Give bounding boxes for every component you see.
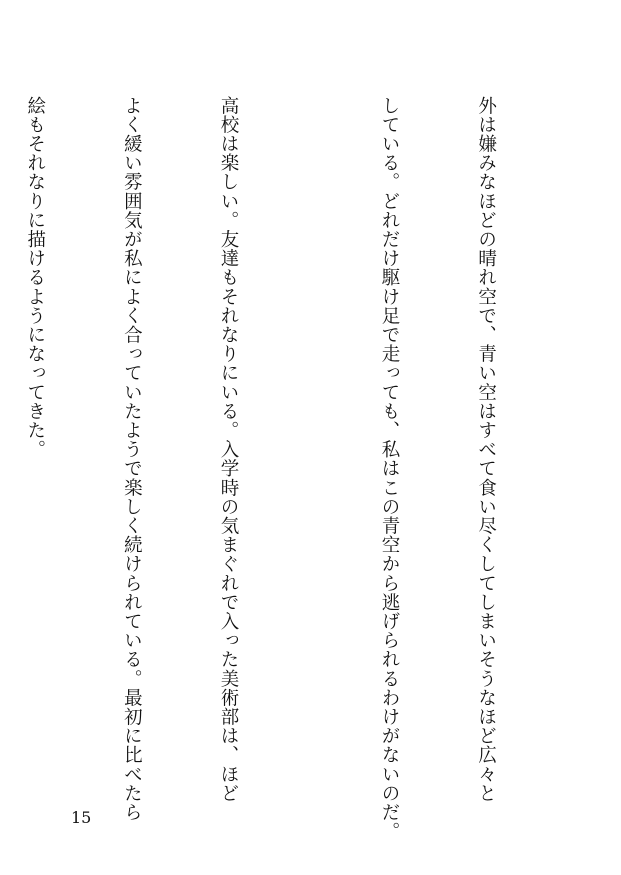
text-line: している。どれだけ駆け足で走っても、私はこの青空から逃げられるわけがないのだ。 xyxy=(378,96,400,841)
text-line: 高校は楽しい。友達もそれなりにいる。入学時の気まぐれで入った美術部は、ほど xyxy=(217,96,239,803)
page-number: 15 xyxy=(71,808,92,827)
text-line: 外は嫌みなほどの晴れ空で、青い空はすべて食い尽くしてしまいそうなほど広々と xyxy=(475,96,497,803)
text-line: よく緩い雰囲気が私によく合っていたようで楽しく続けられている。最初に比べたら xyxy=(121,96,143,822)
text-line: 絵もそれなりに描けるようになってきた。 xyxy=(24,96,46,459)
